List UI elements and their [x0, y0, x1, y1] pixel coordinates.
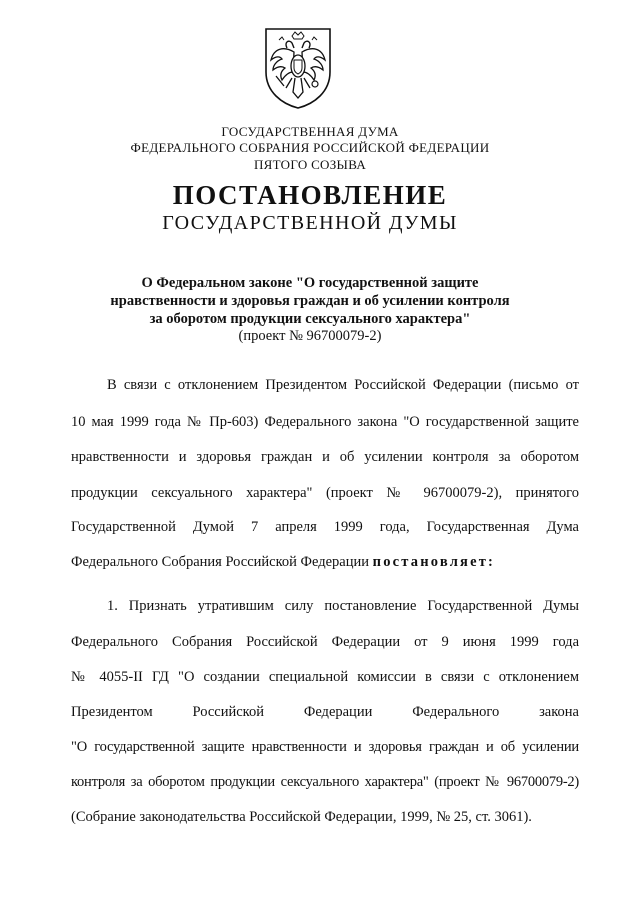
document-type-title: ПОСТАНОВЛЕНИЕ [172, 180, 448, 210]
decree-word: постановляет: [372, 554, 496, 570]
text-line [71, 553, 579, 571]
text-line: "О государственной защите нравственности и здоровья граждан и об усилении [71, 739, 579, 755]
text-line: 10 мая 1999 года № Пр-603) Федерального закона "О государственной защите [71, 414, 579, 430]
law-title-line: за оборотом продукции сексуального характера" [149, 311, 471, 327]
document-type-subtitle: ГОСУДАРСТВЕННОЙ ДУМЫ [162, 212, 458, 234]
law-title-line: О Федеральном законе "О государственной защите [141, 275, 479, 291]
text-line: (Собрание законодательства Российской Федерации, 1999, № 25, ст. 3061). [71, 809, 532, 825]
text-line-body: Федерального Собрания Российской Федерации [71, 554, 370, 570]
law-project-number: (проект № 96700079-2) [238, 328, 382, 344]
text-line: продукции сексуального характера" (проект № 96700079-2), принятого [71, 485, 579, 501]
issuer-line-convocation: ПЯТОГО СОЗЫВА [253, 157, 367, 172]
law-title-line: нравственности и здоровья граждан и об усилении контроля [110, 293, 510, 309]
state-emblem-icon [262, 26, 334, 110]
text-line: 1. Признать утратившим силу постановление Государственной Думы [107, 598, 579, 614]
text-line: Государственной Думой 7 апреля 1999 года, Государственная Дума [71, 519, 579, 535]
text-line: Президентом Российской Федерации Федерального закона [71, 704, 579, 720]
text-line: нравственности и здоровья граждан и об усилении контроля за оборотом [71, 449, 579, 465]
text-line: Федерального Собрания Российской Федерации от 9 июня 1999 года [71, 634, 579, 650]
issuer-line-assembly: ФЕДЕРАЛЬНОГО СОБРАНИЯ РОССИЙСКОЙ ФЕДЕРАЦИИ [130, 140, 490, 155]
text-line: В связи с отклонением Президентом Российской Федерации (письмо от [107, 377, 579, 393]
issuer-line-duma: ГОСУДАРСТВЕННАЯ ДУМА [221, 124, 399, 139]
text-line: № 4055-II ГД "О создании специальной комиссии в связи с отклонением [71, 669, 579, 685]
text-line: контроля за оборотом продукции сексуального характера" (проект № 96700079-2) [71, 774, 579, 790]
law-title [0, 274, 630, 328]
